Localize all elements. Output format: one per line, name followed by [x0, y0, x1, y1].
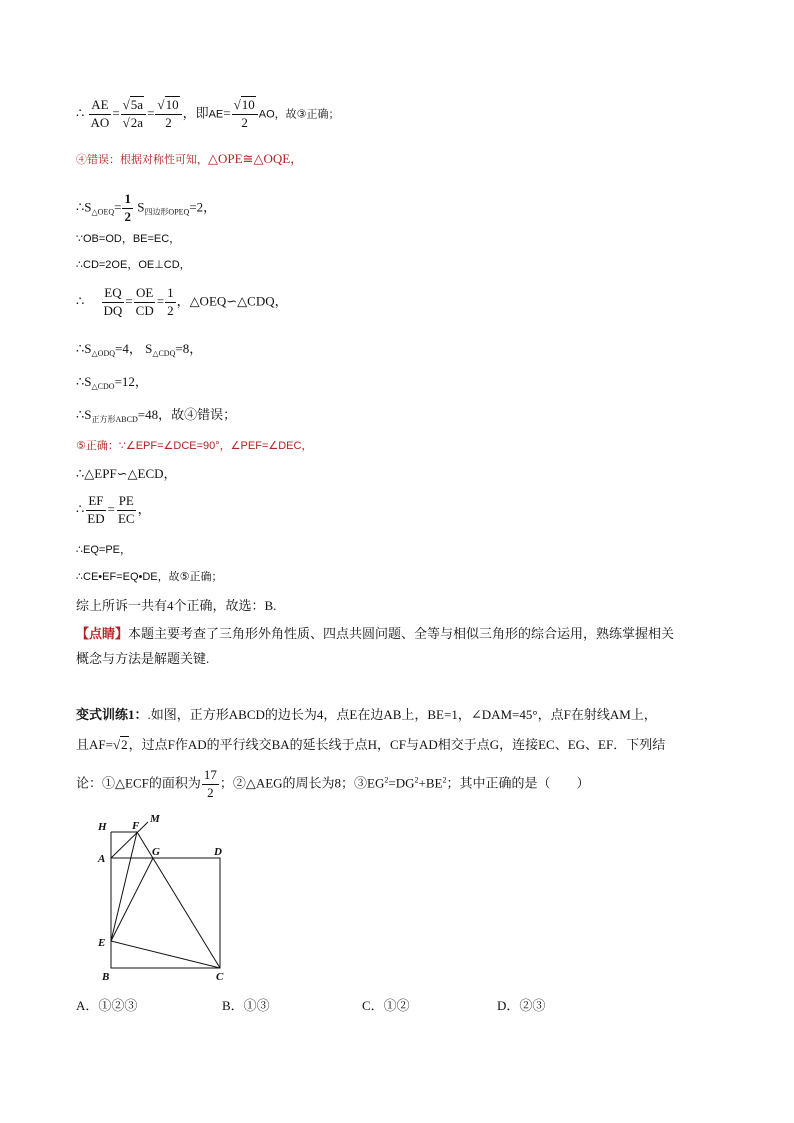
line-4-wrong [76, 152, 303, 166]
superscript: 2 [384, 775, 389, 785]
line-ob-od: ∵OB=OD，BE=EC， [76, 233, 181, 245]
text: ∴ [76, 501, 85, 517]
label-a: A [98, 853, 106, 865]
fraction-eq-dq [102, 286, 125, 319]
frac-den: DQ [103, 302, 123, 318]
fraction-half2 [165, 286, 176, 319]
text: +BE [418, 775, 443, 791]
radicand: 2 [121, 737, 128, 752]
frac-den: 2 [165, 114, 172, 130]
line-area-oeq [76, 192, 216, 225]
therefore-symbol: ∴ [76, 105, 85, 121]
frac-den: 2 [207, 784, 214, 800]
label-d: D [214, 846, 222, 858]
line-summary: 综上所诉一共有4个正确，故选：B. [76, 598, 277, 613]
option-d[interactable]: D．②③ [497, 998, 546, 1013]
comment-text: 本题主要考查了三角形外角性质、四点共圆问题、全等与相似三角形的综合运用，熟练掌握相关 [128, 626, 675, 641]
frac-num: OE [134, 286, 155, 303]
frac-den: CD [135, 302, 154, 318]
subscript: 正方形ABCD [91, 415, 138, 424]
text: = [114, 199, 122, 215]
problem-line-3 [76, 768, 589, 801]
text: =12， [114, 374, 148, 389]
line-similar-epf: ∴△EPF∽△ECD， [76, 466, 177, 481]
text: =4， S [115, 341, 153, 356]
fraction-sqrt10-2b [232, 98, 258, 131]
subscript: △ODQ [91, 349, 115, 358]
fraction-ef-ed [85, 494, 106, 527]
superscript: 2 [414, 775, 419, 785]
label-f: F [132, 820, 140, 832]
text: ④错误：根据对称性可知， [76, 154, 208, 166]
fraction-oe-cd [134, 286, 156, 319]
label-g: G [152, 846, 160, 858]
label-b: B [102, 971, 110, 983]
frac-den: EC [117, 510, 135, 526]
radicand: 5a [130, 97, 144, 112]
frac-num: √10 [155, 98, 181, 115]
line-area-odq [76, 342, 202, 358]
text: =2， [189, 199, 217, 215]
line-ae-ao: ∴ $\frac{AE}{AO}$ = $\frac{√5a}{√2a}$ = $\frac{√10}{2}$ ，即AE= $\frac{√10}{2}$ AO，故③正确； [76, 97, 340, 130]
text: △OPE≅△OQE， [208, 151, 304, 166]
line-cd-2oe: ∴CD=2OE，OE⊥CD， [76, 259, 191, 271]
frac-num: √5a [121, 98, 146, 115]
fraction-ae-ao [89, 98, 112, 131]
fraction-sqrt5a-sqrt2a [121, 98, 146, 131]
fraction-half [122, 192, 133, 225]
radicand: 10 [165, 97, 179, 112]
geometry-figure [96, 810, 256, 990]
text: ，即 [182, 105, 209, 121]
frac-num: AE [89, 98, 110, 115]
comment-line-1 [76, 627, 674, 640]
comment-line-2: 概念与方法是解题关键. [76, 651, 210, 666]
frac-num: PE [117, 494, 136, 511]
text: ∴S [76, 199, 92, 215]
problem-label: 变式训练1： [76, 707, 148, 722]
problem-line-2: 且AF=√2，过点F作AD的平行线交BA的延长线于点H，CF与AD相交于点G，连接EC、EG、EF．下列结 [76, 737, 666, 752]
label-h: H [98, 821, 107, 833]
fraction-17-2 [202, 768, 219, 801]
text: ∴S [76, 341, 92, 356]
text: ；其中正确的是（ ） [446, 775, 590, 791]
frac-den: ED [87, 510, 105, 526]
superscript: 2 [442, 775, 447, 785]
label-e: E [98, 937, 106, 949]
frac-num: 1 [122, 192, 133, 209]
radicand: 10 [241, 97, 255, 112]
frac-den: 2 [124, 208, 131, 224]
text: ∴S [76, 374, 92, 389]
fraction-sqrt10-2 [155, 98, 181, 131]
frac-num: EQ [102, 286, 123, 303]
segment-ef [111, 832, 137, 941]
subscript: △CDQ [152, 349, 176, 358]
frac-den: AO [90, 114, 110, 130]
frac-num: 1 [165, 286, 176, 303]
line-ef-ed: ∴ $\frac{EF}{ED}$ = $\frac{PE}{EC}$ ， [76, 493, 151, 526]
option-b[interactable]: B．①③ [222, 998, 270, 1013]
line-5-correct: ⑤正确：∵∠EPF=∠DCE=90°，∠PEF=∠DEC， [76, 440, 313, 452]
subscript: △CDO [91, 382, 115, 391]
text: ， [137, 501, 151, 517]
text: = [223, 105, 231, 121]
frac-den: 2 [167, 302, 174, 318]
text: ∴S [76, 407, 92, 422]
label-c: C [216, 971, 224, 983]
segment-fc [137, 832, 220, 968]
line-area-cdo [76, 375, 148, 391]
text: AE [208, 108, 224, 121]
comment-label: 【点睛】 [76, 626, 129, 641]
fraction-pe-ec [116, 494, 137, 527]
text: S [137, 199, 145, 215]
option-c[interactable]: C．①② [362, 998, 410, 1013]
line-eq-pe: ∴EQ=PE， [76, 544, 131, 556]
line-eq-dq: ∴ $\frac{EQ}{DQ}$ = $\frac{OE}{CD}$ = $\frac{1}{2}$ ，△OEQ∽△CDQ， [76, 285, 288, 318]
problem-text: .如图，正方形ABCD的边长为4，点E在边AB上，BE=1，∠DAM=45°，点F在射线AM上， [147, 707, 657, 722]
subscript: 四边形OPEQ [144, 207, 190, 217]
segment-ec [111, 941, 220, 968]
radicand: 2a [130, 114, 144, 130]
text: 论：①△ECF的面积为 [76, 775, 201, 791]
text: ，△OEQ∽△CDQ， [176, 293, 288, 309]
frac-num: 17 [202, 768, 219, 785]
line-ce-ef: ∴CE•EF=EQ•DE，故⑤正确； [76, 571, 223, 583]
problem-line-1 [76, 708, 657, 721]
text: =8， [175, 341, 203, 356]
option-a[interactable]: A．①②③ [76, 998, 138, 1013]
label-m: M [150, 813, 160, 825]
frac-den: 2 [241, 114, 248, 130]
frac-num: EF [86, 494, 105, 511]
text: ，过点F作AD的平行线交BA的延长线于点H，CF与AD相交于点G，连接EC、EG、EF．下列结 [128, 737, 666, 752]
text: =DG [388, 775, 415, 791]
subscript: △OEQ [91, 207, 115, 217]
frac-den: √2a [122, 114, 144, 130]
text: 且AF= [76, 737, 113, 752]
frac-num: √10 [232, 98, 258, 115]
text: =48，故④错误； [137, 407, 237, 422]
text: ∴ [76, 293, 85, 309]
segment-eg [111, 858, 153, 941]
text: ；②△AEG的周长为8；③EG [219, 775, 385, 791]
text: AO，故③正确； [258, 108, 340, 121]
line-area-square [76, 408, 236, 424]
